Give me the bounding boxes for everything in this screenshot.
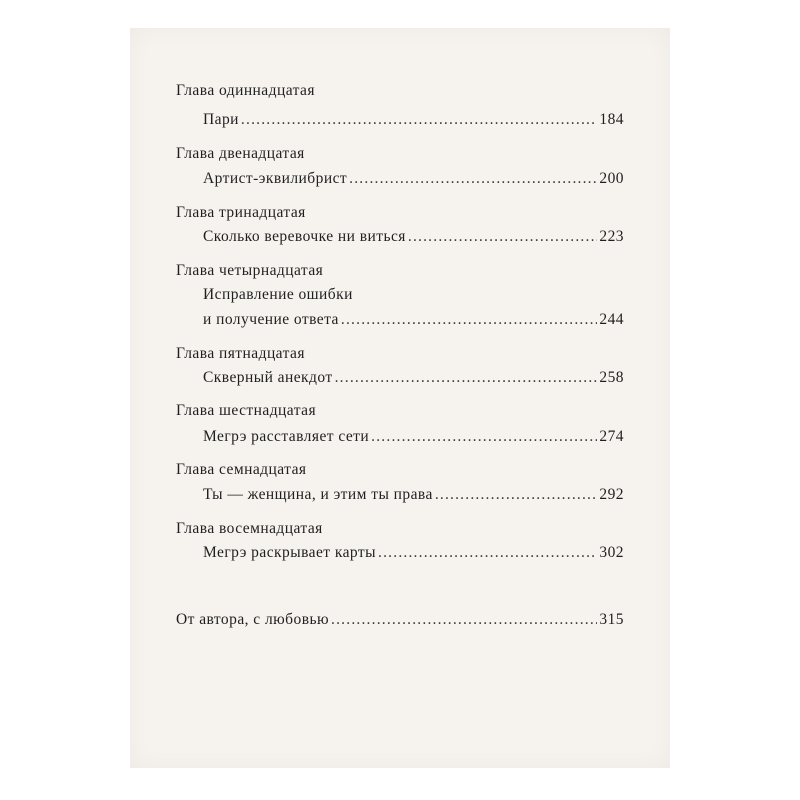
chapter-title: Сколько веревочке ни виться: [203, 228, 406, 245]
toc-entry-afterword: [176, 610, 624, 630]
chapter-title: Артист-эквилибрист: [203, 170, 348, 187]
toc-entry: [203, 227, 624, 247]
chapter-title-continued: и получение ответа: [203, 311, 339, 328]
dot-leader: [335, 368, 598, 388]
chapter-heading: Глава одиннадцатая: [176, 82, 315, 99]
page-number: 200: [599, 170, 624, 187]
page-number: 258: [599, 369, 624, 386]
dot-leader: [435, 485, 598, 505]
toc-entry: [203, 110, 624, 130]
chapter-heading: Глава пятнадцатая: [176, 345, 305, 362]
dot-leader: [408, 227, 598, 247]
chapter-heading: Глава двенадцатая: [176, 145, 305, 162]
page-number: 274: [599, 428, 624, 445]
chapter-title: Мегрэ раскрывает карты: [203, 544, 377, 561]
dot-leader: [341, 310, 598, 330]
toc-entry: [203, 427, 624, 447]
page-number: 315: [599, 611, 624, 628]
dot-leader: [349, 169, 597, 189]
chapter-heading: Глава четырнадцатая: [176, 262, 324, 279]
chapter-title: Ты — женщина, и этим ты права: [203, 486, 433, 503]
chapter-title: Исправление ошибки: [203, 286, 353, 303]
chapter-title: Мегрэ расставляет сети: [203, 428, 370, 445]
chapter-heading: Глава семнадцатая: [176, 461, 307, 478]
dot-leader: [331, 610, 597, 630]
afterword-title: От автора, с любовью: [176, 611, 330, 628]
chapter-heading: Глава шестнадцатая: [176, 402, 317, 419]
toc-entry: [203, 169, 624, 189]
chapter-heading: Глава восемнадцатая: [176, 520, 323, 537]
toc-entry: [203, 543, 624, 563]
page-number: 244: [599, 311, 624, 328]
page-number: 292: [599, 486, 624, 503]
page-number: 223: [599, 228, 624, 245]
chapter-heading: Глава тринадцатая: [176, 204, 306, 221]
dot-leader: [241, 110, 597, 130]
dot-leader: [371, 427, 597, 447]
page-number: 184: [599, 111, 624, 128]
chapter-title: Пари: [203, 111, 239, 128]
page-number: 302: [599, 544, 624, 561]
toc-entry: [203, 485, 624, 505]
toc-entry: [203, 310, 624, 330]
toc-entry: [203, 368, 624, 388]
dot-leader: [378, 543, 597, 563]
chapter-title: Скверный анекдот: [203, 369, 333, 386]
